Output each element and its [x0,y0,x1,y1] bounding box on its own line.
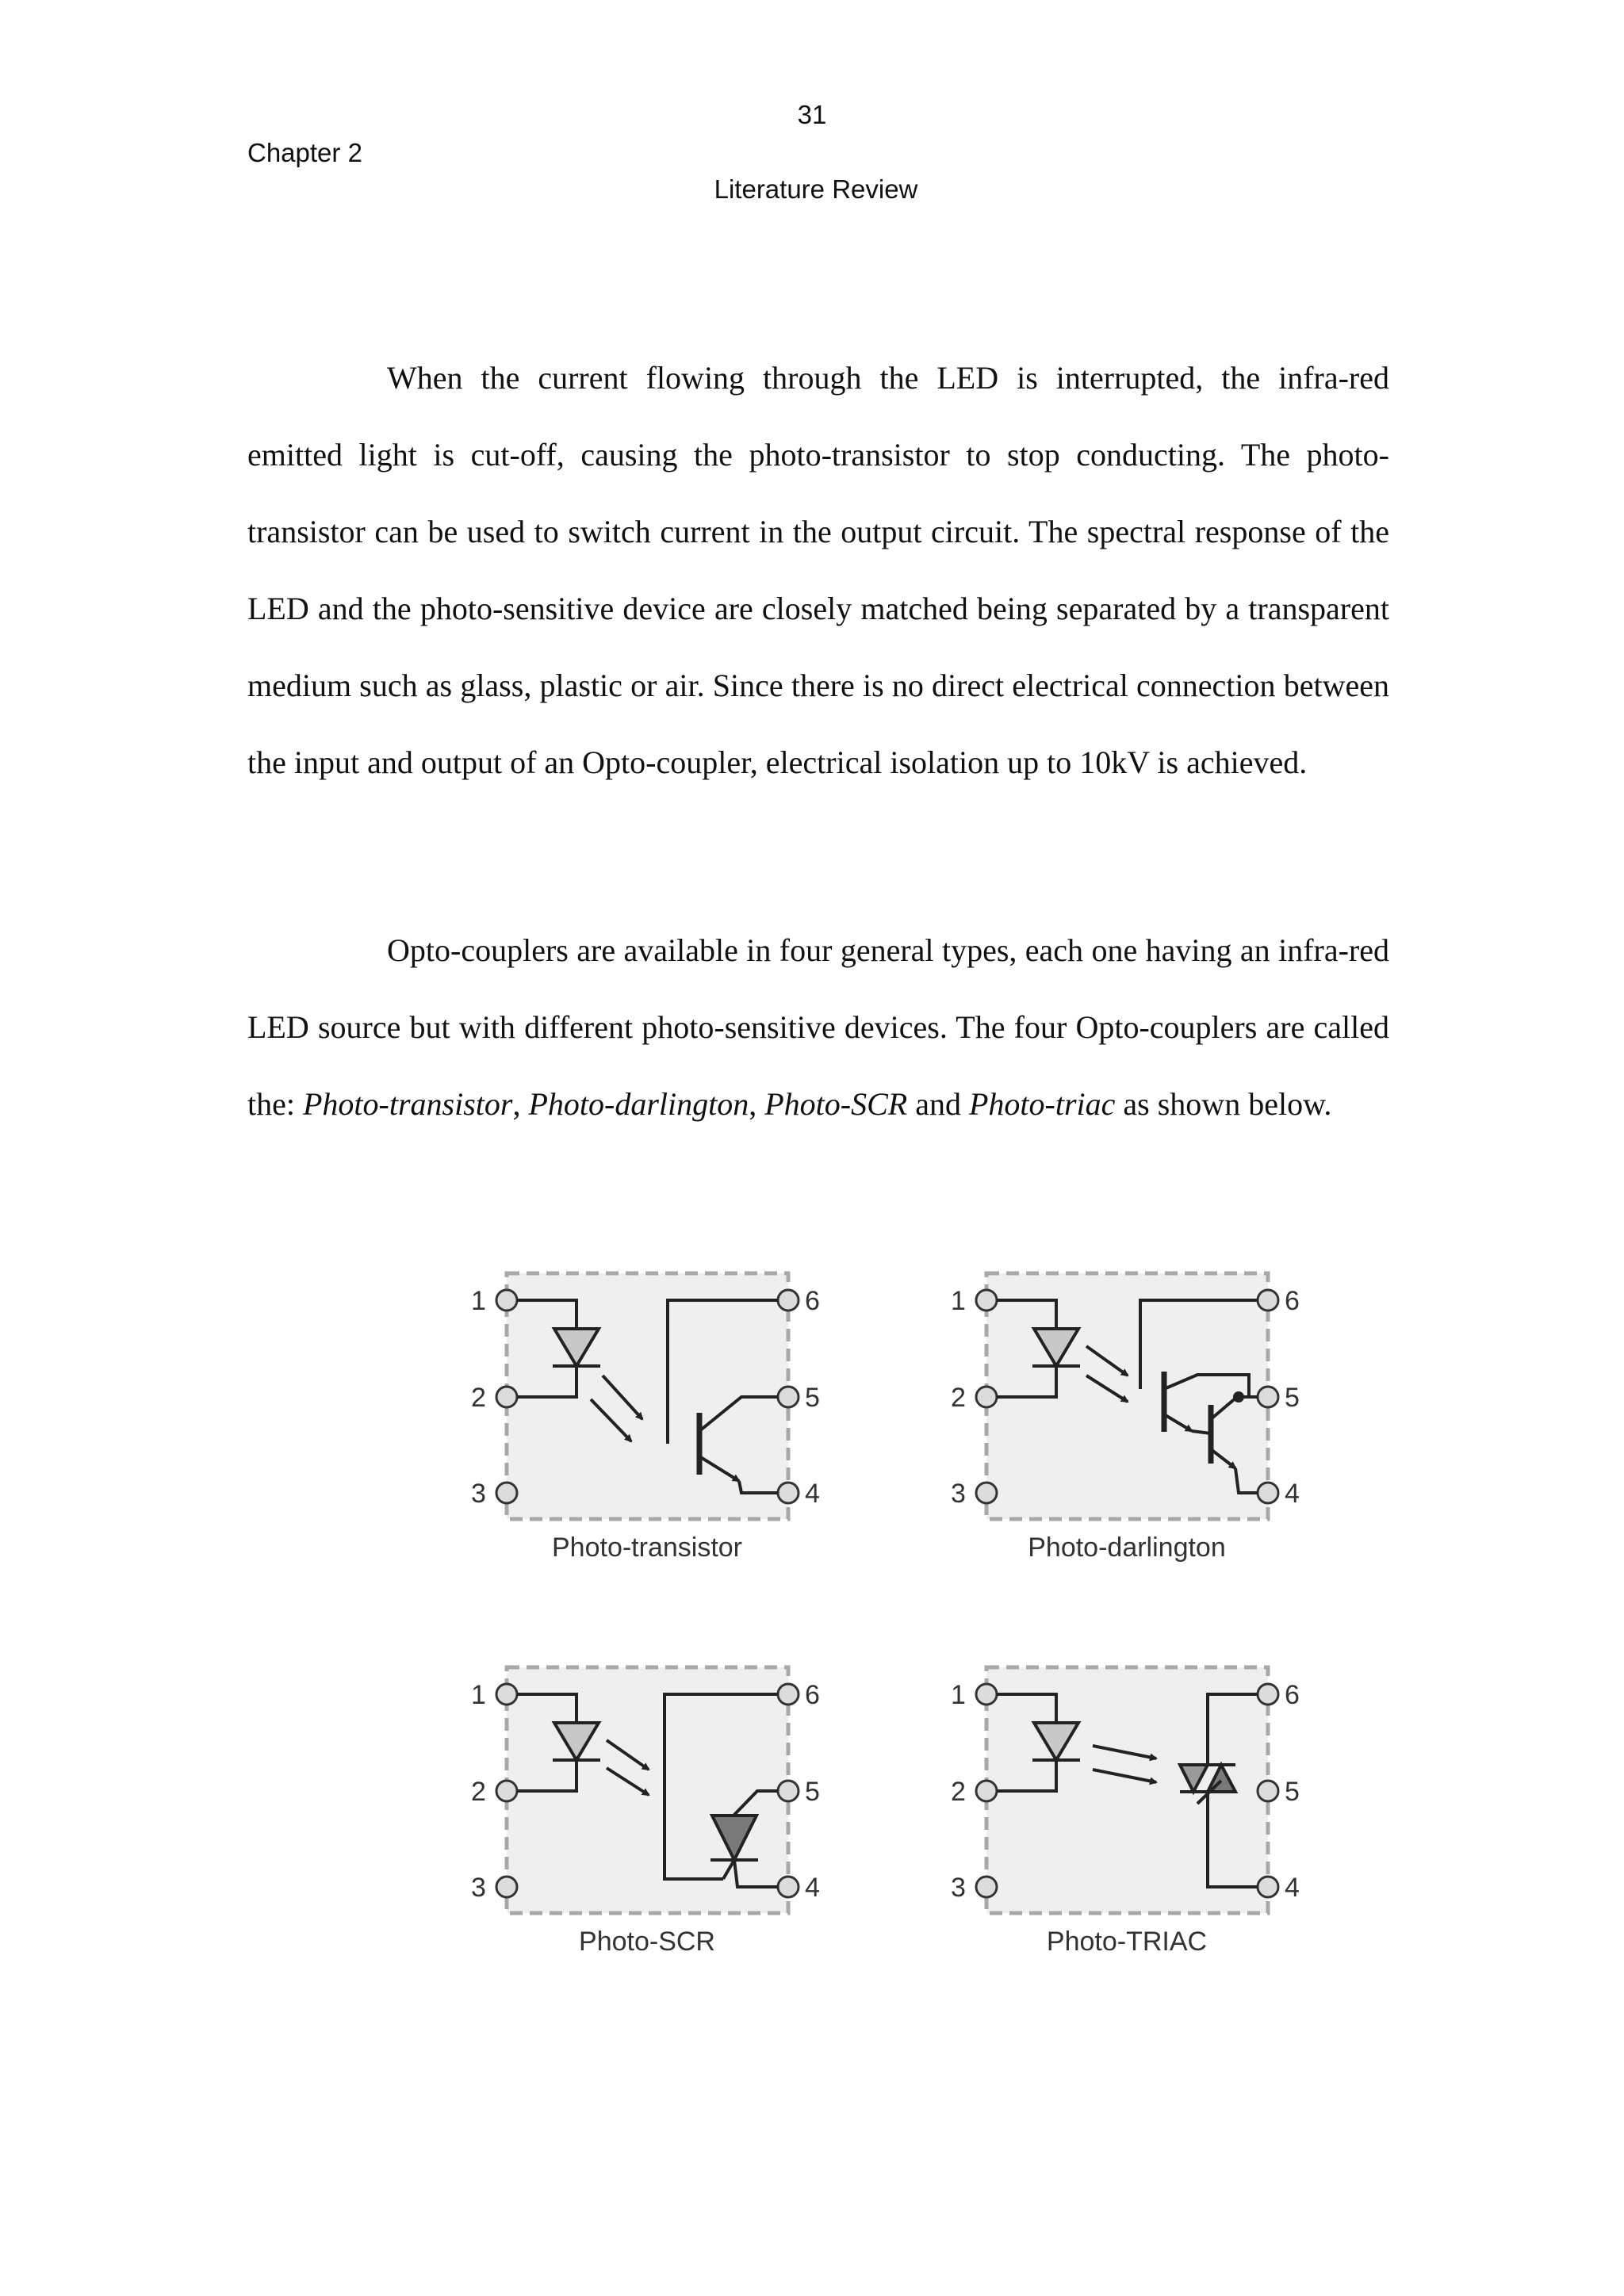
pin-1 [976,1684,997,1705]
pin-6 [1258,1290,1278,1311]
pin-label-6: 6 [805,1680,820,1710]
type-photo-transistor: Photo-transistor [302,1086,513,1122]
pin-label-4: 4 [1285,1873,1300,1903]
pin-4 [778,1877,799,1897]
pin-4 [1258,1483,1278,1503]
pin-label-1: 1 [951,1680,966,1710]
pin-label-5: 5 [805,1383,820,1413]
pin-5 [778,1781,799,1801]
caption-photo-triac: Photo-TRIAC [1046,1927,1208,1957]
pin-3 [976,1877,997,1897]
section-title: Literature Review [714,174,918,204]
pin-label-1: 1 [471,1680,486,1710]
conjunction: and [907,1086,969,1122]
pin-label-2: 2 [471,1777,486,1807]
pin-label-1: 1 [471,1286,486,1316]
pin-3 [496,1483,517,1503]
pin-2 [496,1387,517,1407]
pin-label-5: 5 [1285,1777,1300,1807]
pin-1 [976,1290,997,1311]
pin-6 [778,1290,799,1311]
pin-label-5: 5 [1285,1383,1300,1413]
chapter-label: Chapter 2 [247,138,362,167]
pin-label-4: 4 [805,1479,820,1509]
pin-label-2: 2 [471,1383,486,1413]
pin-label-3: 3 [471,1873,486,1903]
caption-photo-scr: Photo-SCR [579,1927,715,1957]
pin-5 [1258,1781,1278,1801]
pin-4 [778,1483,799,1503]
pin-label-3: 3 [951,1479,966,1509]
page-number: 31 [797,100,827,129]
caption-photo-darlington: Photo-darlington [1028,1533,1226,1563]
separator: , [512,1086,529,1122]
type-photo-triac: Photo-triac [969,1086,1116,1122]
pin-label-4: 4 [1285,1479,1300,1509]
paragraph-1-text: When the current flowing through the LED is interrupted, the infra-red emitted light is cut-off, causing the photo-transistor to stop conducting. The photo-transistor can be used to switch current in the output circuit. The spectral response of the LED and the photo-sensitive device are closely matched being separated by a transparent medium such as glass, plastic or air. Since there is no direct electrical connection between the input and output of an Opto-coupler, electrical isolation up to 10kV is achieved. [247,360,1389,780]
photo-triac-diagram [951,1667,1300,1957]
paragraph-2-end: as shown below. [1115,1086,1332,1122]
pin-6 [778,1684,799,1705]
caption-photo-transistor: Photo-transistor [552,1533,742,1563]
pin-5 [1258,1387,1278,1407]
pin-label-6: 6 [1285,1286,1300,1316]
pin-6 [1258,1684,1278,1705]
pin-label-3: 3 [471,1479,486,1509]
pin-1 [496,1684,517,1705]
pin-label-2: 2 [951,1383,966,1413]
pin-label-4: 4 [805,1873,820,1903]
pin-2 [976,1387,997,1407]
pin-label-6: 6 [1285,1680,1300,1710]
pin-label-1: 1 [951,1286,966,1316]
pin-label-2: 2 [951,1777,966,1807]
type-photo-scr: Photo-SCR [764,1086,908,1122]
pin-1 [496,1290,517,1311]
pin-3 [976,1483,997,1503]
pin-2 [496,1781,517,1801]
separator: , [749,1086,765,1122]
type-photo-darlington: Photo-darlington [528,1086,749,1122]
photo-transistor-diagram [471,1273,820,1563]
pin-5 [778,1387,799,1407]
pin-label-5: 5 [805,1777,820,1807]
pin-3 [496,1877,517,1897]
photo-darlington-diagram [951,1273,1300,1563]
pin-4 [1258,1877,1278,1897]
pin-label-6: 6 [805,1286,820,1316]
paragraph-2-intro: Opto-couplers are available in four general types, each one having an infra-red LED source but with different photo-sensitive devices. The four Opto-couplers are called the: [247,932,1389,1122]
pin-2 [976,1781,997,1801]
photo-scr-diagram [471,1667,820,1957]
pin-label-3: 3 [951,1873,966,1903]
